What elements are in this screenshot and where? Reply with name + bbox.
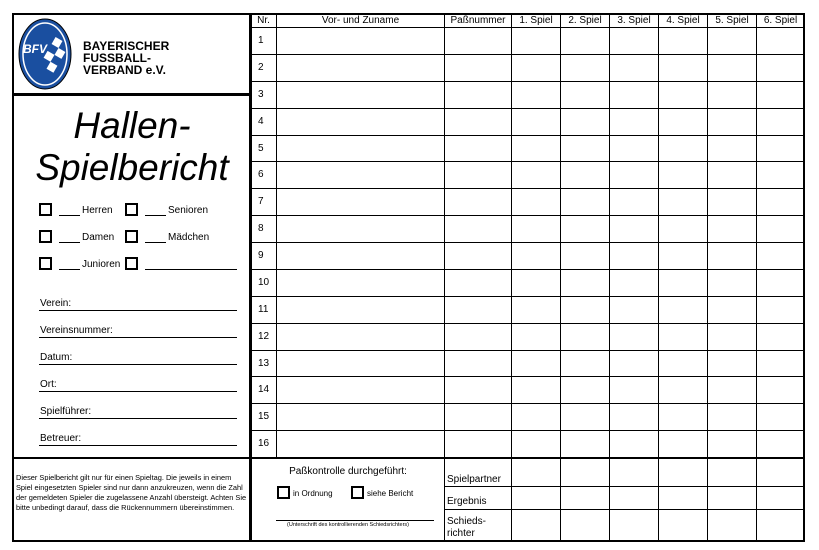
header-game-5: 5. Spiel [715, 15, 749, 26]
label-datum: Datum: [40, 352, 73, 363]
row-number: 4 [258, 115, 264, 127]
label-vereinsnummer: Vereinsnummer: [40, 325, 113, 336]
footer-line-1 [445, 486, 805, 487]
row-line [251, 108, 805, 109]
label-junioren: Junioren [82, 259, 121, 270]
checkbox-other[interactable] [125, 257, 138, 270]
row-number: 16 [258, 438, 270, 450]
row-line [251, 188, 805, 189]
row-number: 12 [258, 330, 270, 342]
row-number: 7 [258, 196, 264, 208]
label-betreuer: Betreuer: [40, 433, 82, 444]
row-line [251, 403, 805, 404]
row-line [251, 215, 805, 216]
line-ort[interactable] [39, 391, 237, 392]
checkbox-maedchen[interactable] [125, 230, 138, 243]
label-senioren: Senioren [168, 205, 209, 216]
row-line [251, 135, 805, 136]
header-name: Vor- und Zuname [321, 15, 400, 26]
label-ergebnis: Ergebnis [447, 496, 487, 507]
label-schieds-1: Schieds- [447, 516, 486, 527]
signature-line[interactable] [276, 520, 434, 521]
label-schieds-2: richter [447, 528, 475, 539]
row-line [251, 457, 805, 458]
row-number: 10 [258, 276, 270, 288]
header-game-3: 3. Spiel [617, 15, 651, 26]
row-number: 15 [258, 411, 270, 423]
label-spielfuehrer: Spielführer: [40, 406, 92, 417]
row-number: 11 [258, 303, 269, 315]
line-vereinsnummer[interactable] [39, 337, 237, 338]
checkbox-junioren[interactable] [39, 257, 52, 270]
footer-line-2 [445, 509, 805, 510]
row-number: 8 [258, 223, 264, 235]
form-title-line-2: Spielbericht [35, 147, 229, 188]
label-schiedsrichter [447, 516, 486, 540]
org-line-1: BAYERISCHER [83, 39, 170, 53]
row-number: 13 [258, 357, 270, 369]
header-game-2: 2. Spiel [568, 15, 602, 26]
col-line-g2 [609, 13, 610, 542]
row-number: 3 [258, 88, 264, 100]
row-line [251, 430, 805, 431]
label-damen: Damen [82, 232, 115, 243]
underline-junioren [59, 269, 80, 270]
underline-maedchen [145, 242, 166, 243]
checkbox-siehe-bericht[interactable] [351, 486, 364, 499]
label-verein: Verein: [40, 298, 72, 309]
bfv-logo [17, 17, 73, 91]
row-line [251, 81, 805, 82]
row-line [251, 54, 805, 55]
underline-other [145, 269, 237, 270]
line-spielfuehrer[interactable] [39, 418, 237, 419]
row-line [251, 242, 805, 243]
checkbox-damen[interactable] [39, 230, 52, 243]
footer-note: Dieser Spielbericht gilt nur für einen Spieltag. Die jeweils in einem Spiel eingesetzten Spieler sind nur dann anzukreuzen, wenn die Zahl der gemeldeten Spieler die zugelassene Anzahl übersteigt. Achten Sie bitte unbedingt darauf, dass die Rückennummern übereinstimmen. [16, 473, 247, 512]
header-line [251, 27, 805, 28]
label-spielpartner: Spielpartner [447, 474, 501, 485]
line-datum[interactable] [39, 364, 237, 365]
row-line [251, 269, 805, 270]
row-number: 5 [258, 142, 264, 154]
col-line-nr [276, 13, 277, 457]
row-line [251, 296, 805, 297]
label-siehe-bericht: siehe Bericht [367, 489, 414, 498]
col-line-name [444, 13, 445, 542]
org-name [83, 40, 169, 76]
label-maedchen: Mädchen [168, 232, 210, 243]
row-number: 6 [258, 169, 264, 181]
row-line [251, 350, 805, 351]
row-number: 1 [258, 35, 264, 46]
logo-divider [12, 93, 252, 96]
header-game-4: 4. Spiel [666, 15, 700, 26]
col-line-g3 [658, 13, 659, 542]
row-number: 14 [258, 384, 270, 396]
signature-caption: (Unterschrift des kontrollierenden Schiedsrichters) [287, 522, 409, 528]
col-line-g1 [560, 13, 561, 542]
row-line [251, 323, 805, 324]
underline-herren [59, 215, 80, 216]
checkbox-in-ordnung[interactable] [277, 486, 290, 499]
row-line [251, 376, 805, 377]
passkontrolle-label: Paßkontrolle durchgeführt: [289, 466, 407, 477]
header-game-6: 6. Spiel [763, 15, 798, 26]
checkbox-herren[interactable] [39, 203, 52, 216]
bfv-logo-text: BFV [23, 42, 47, 56]
label-in-ordnung: in Ordnung [293, 489, 333, 498]
header-game-1: 1. Spiel [519, 15, 553, 26]
col-line-g4 [707, 13, 708, 542]
underline-senioren [145, 215, 166, 216]
underline-damen [59, 242, 80, 243]
line-betreuer[interactable] [39, 445, 237, 446]
col-line-g5 [756, 13, 757, 542]
line-verein[interactable] [39, 310, 237, 311]
header-nr: Nr. [257, 15, 270, 26]
header-pass: Paßnummer [450, 15, 506, 26]
label-herren: Herren [82, 205, 113, 216]
org-line-2: FUSSBALL- [83, 51, 151, 65]
row-number: 9 [258, 250, 264, 262]
checkbox-senioren[interactable] [125, 203, 138, 216]
col-line-pass [511, 13, 512, 542]
row-line [251, 161, 805, 162]
row-number: 2 [258, 61, 264, 73]
org-line-3: VERBAND e.V. [83, 63, 166, 77]
label-ort: Ort: [40, 379, 57, 390]
form-title-line-1: Hallen- [73, 105, 191, 146]
